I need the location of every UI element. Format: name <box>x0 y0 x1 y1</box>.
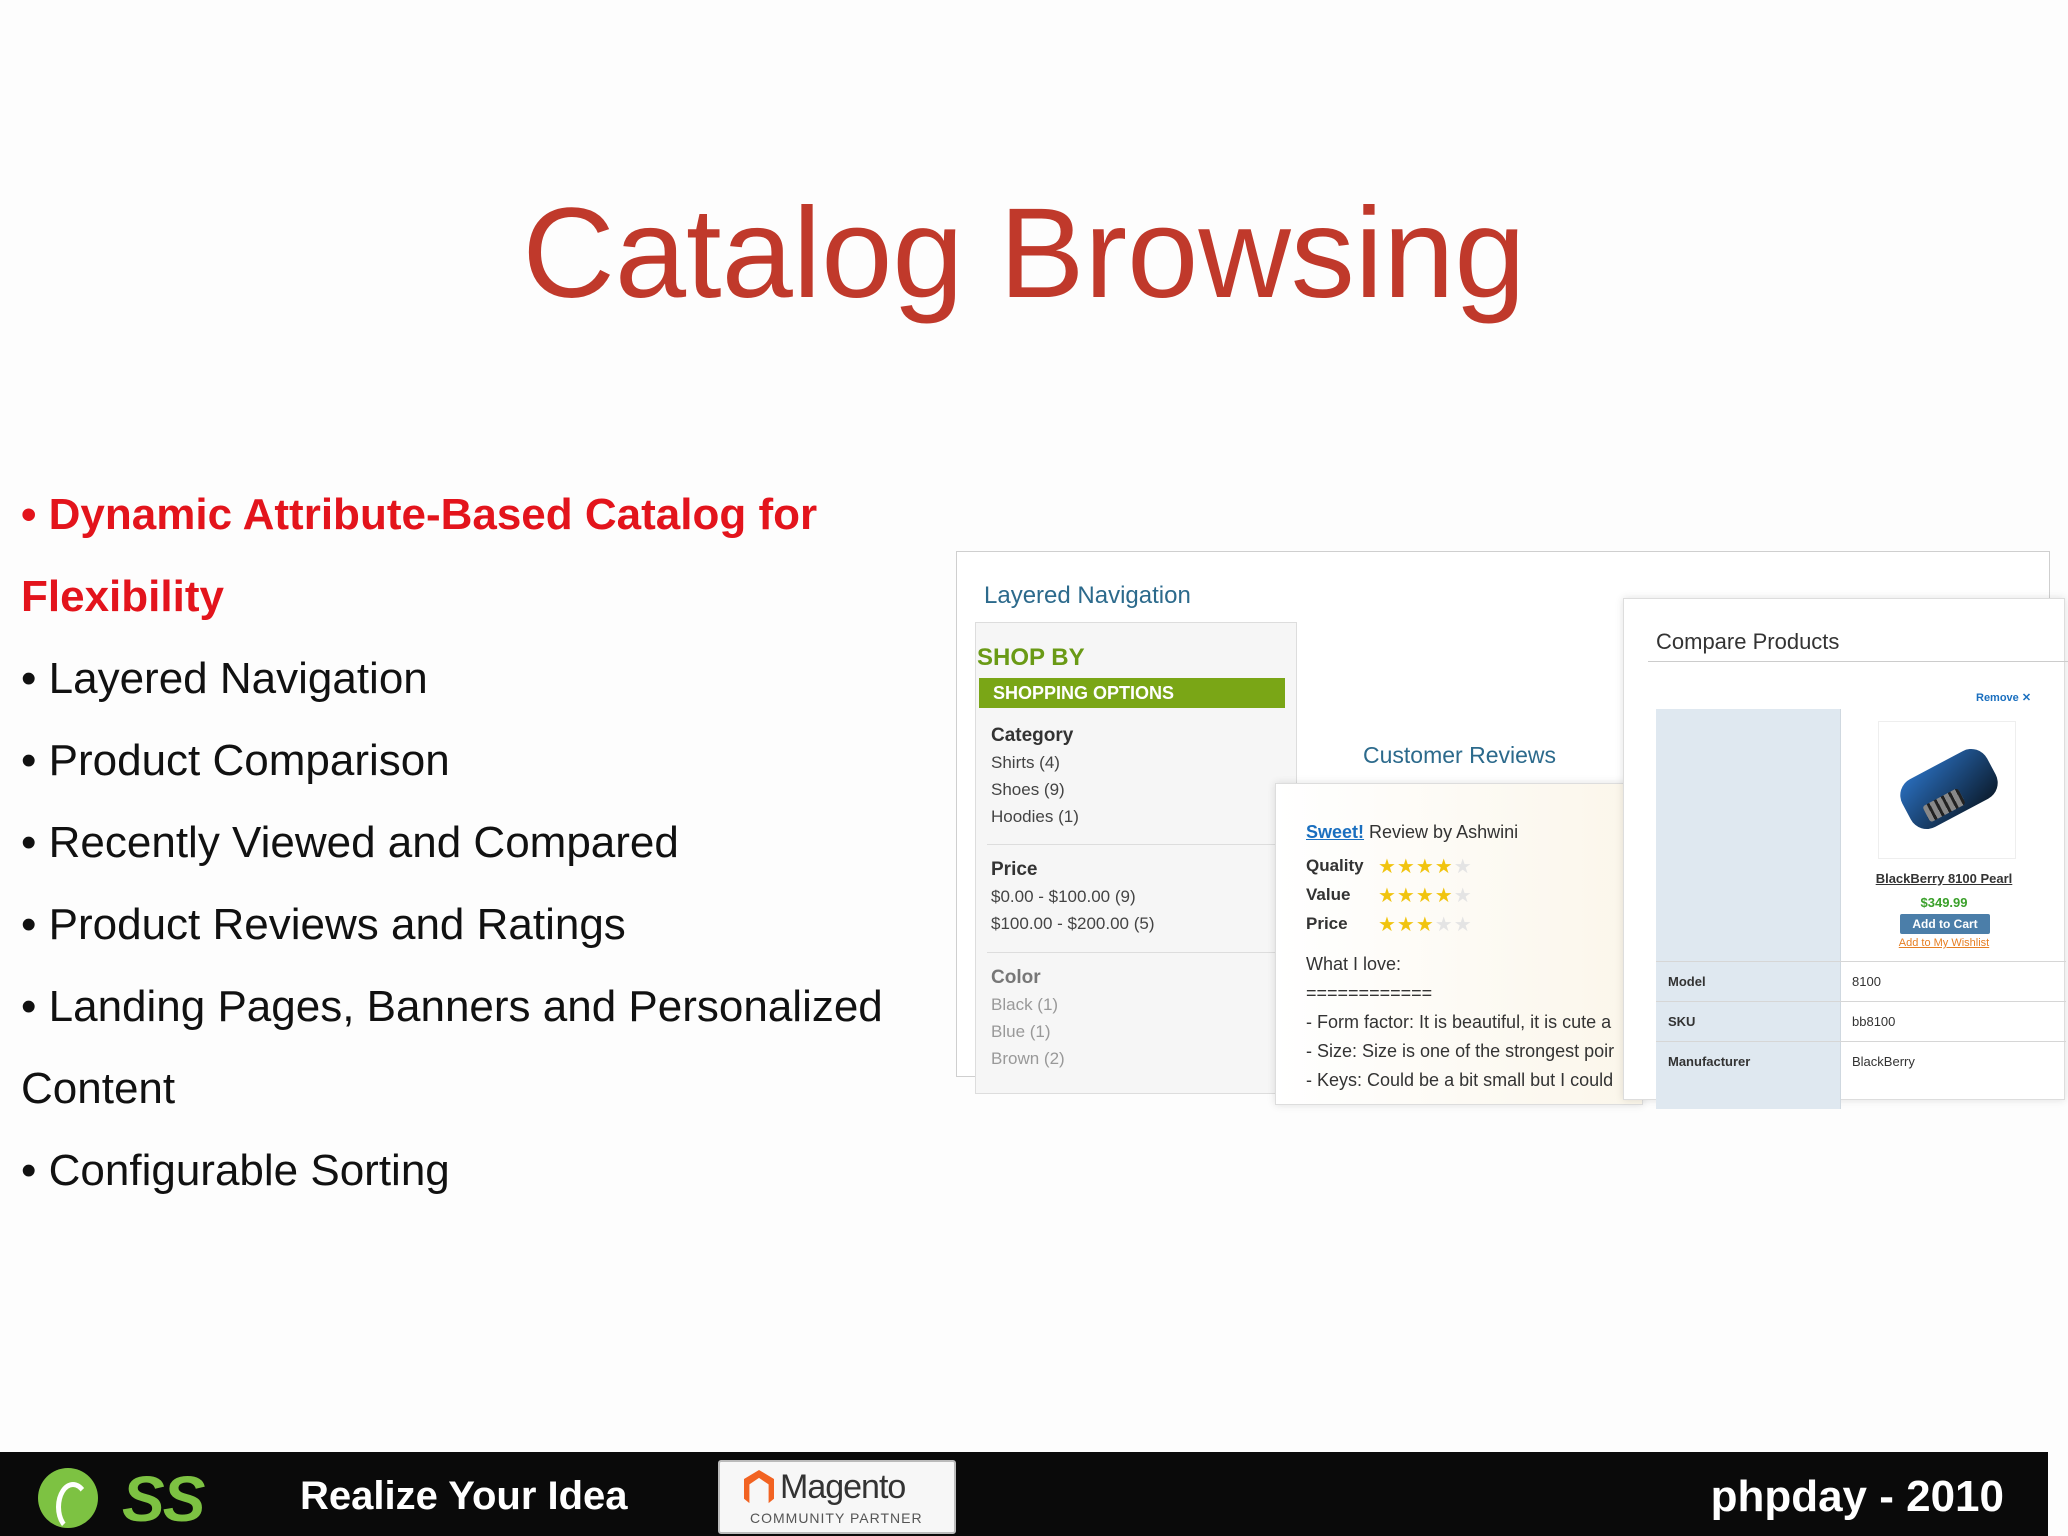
compare-row: Manufacturer BlackBerry <box>1656 1041 2066 1082</box>
review-author: Review by Ashwini <box>1364 822 1519 842</box>
compare-row: SKU bb8100 <box>1656 1001 2066 1042</box>
footer-bar <box>0 1452 2048 1536</box>
filter-option[interactable]: Black (1) <box>991 995 1059 1014</box>
add-to-cart-button[interactable]: Add to Cart <box>1900 914 1990 934</box>
magento-logo-icon <box>744 1470 774 1506</box>
compare-products-panel <box>1623 598 2065 1100</box>
phone-icon <box>1894 743 2004 836</box>
rating-label: Value <box>1306 885 1351 904</box>
filter-heading: Price <box>991 859 1038 880</box>
compare-products-title: Compare Products <box>1656 629 1840 654</box>
review-line: - Size: Size is one of the strongest poir <box>1306 1041 1615 1061</box>
shopping-options-bar: SHOPPING OPTIONS <box>979 678 1285 708</box>
bullet-item: • Product Reviews and Ratings <box>21 900 626 949</box>
bullet-item: • Layered Navigation <box>21 654 428 703</box>
partner-name: Magento <box>780 1468 906 1506</box>
product-image[interactable] <box>1878 721 2016 859</box>
rating-label: Quality <box>1306 856 1364 875</box>
review-line: - Form factor: It is beautiful, it is cute a <box>1306 1012 1612 1032</box>
oss-logo <box>38 1460 258 1535</box>
feature-screenshot <box>956 551 2050 1090</box>
review-line: ============ <box>1306 983 1433 1003</box>
divider <box>987 952 1277 953</box>
bullet-item: Flexibility <box>21 572 224 621</box>
compare-row: Model 8100 <box>1656 961 2066 1002</box>
bullet-list <box>21 474 951 1212</box>
shop-by-heading: SHOP BY <box>977 644 1085 671</box>
filter-option[interactable]: $0.00 - $100.00 (9) <box>991 887 1136 906</box>
star-rating: ★★★★★ <box>1378 856 1473 878</box>
bullet-item: Content <box>21 1064 176 1113</box>
bullet-item: • Recently Viewed and Compared <box>21 818 679 867</box>
star-rating: ★★★★★ <box>1378 914 1473 936</box>
filter-option[interactable]: $100.00 - $200.00 (5) <box>991 914 1155 933</box>
slide-title: Catalog Browsing <box>522 182 1526 325</box>
filter-option[interactable]: Hoodies (1) <box>991 807 1079 826</box>
review-line: - Keys: Could be a bit small but I could <box>1306 1070 1614 1090</box>
filter-category <box>991 722 1079 830</box>
bullet-item: • Dynamic Attribute-Based Catalog for <box>21 490 818 539</box>
product-name-link[interactable]: BlackBerry 8100 Pearl <box>1875 871 2013 886</box>
filter-option[interactable]: Blue (1) <box>991 1022 1051 1041</box>
layered-navigation-title: Layered Navigation <box>984 582 1191 609</box>
filter-option[interactable]: Shoes (9) <box>991 780 1065 799</box>
remove-link[interactable]: Remove ✕ <box>1976 692 2032 704</box>
logo-figure-icon <box>38 1468 98 1528</box>
event-label: phpday - 2010 <box>1710 1472 2004 1521</box>
filter-price <box>991 856 1155 937</box>
filter-option[interactable]: Brown (2) <box>991 1049 1065 1068</box>
review-title-link[interactable]: Sweet! <box>1306 822 1365 842</box>
magento-partner-badge <box>718 1460 956 1534</box>
review-body <box>1306 950 1614 1095</box>
partner-subtitle: COMMUNITY PARTNER <box>750 1510 923 1526</box>
add-to-wishlist-link[interactable]: Add to My Wishlist <box>1898 937 1990 949</box>
divider <box>1648 661 2068 662</box>
bullet-item: • Configurable Sorting <box>21 1146 450 1195</box>
rating-label: Price <box>1306 914 1348 933</box>
filter-option[interactable]: Shirts (4) <box>991 753 1060 772</box>
product-price: $349.99 <box>1920 895 1968 910</box>
customer-reviews-title: Customer Reviews <box>1363 742 1556 768</box>
star-rating: ★★★★★ <box>1378 885 1473 907</box>
customer-review-panel <box>1275 783 1643 1105</box>
bullet-item: • Landing Pages, Banners and Personalized <box>21 982 883 1031</box>
tagline: Realize Your Idea <box>300 1474 628 1518</box>
bullet-item: • Product Comparison <box>21 736 450 785</box>
filter-heading: Category <box>991 725 1074 746</box>
divider <box>987 844 1277 845</box>
review-header <box>1306 822 1518 843</box>
logo-text: SS <box>122 1463 204 1535</box>
review-line: What I love: <box>1306 954 1402 974</box>
filter-heading: Color <box>991 967 1041 988</box>
filter-color <box>991 964 1065 1072</box>
